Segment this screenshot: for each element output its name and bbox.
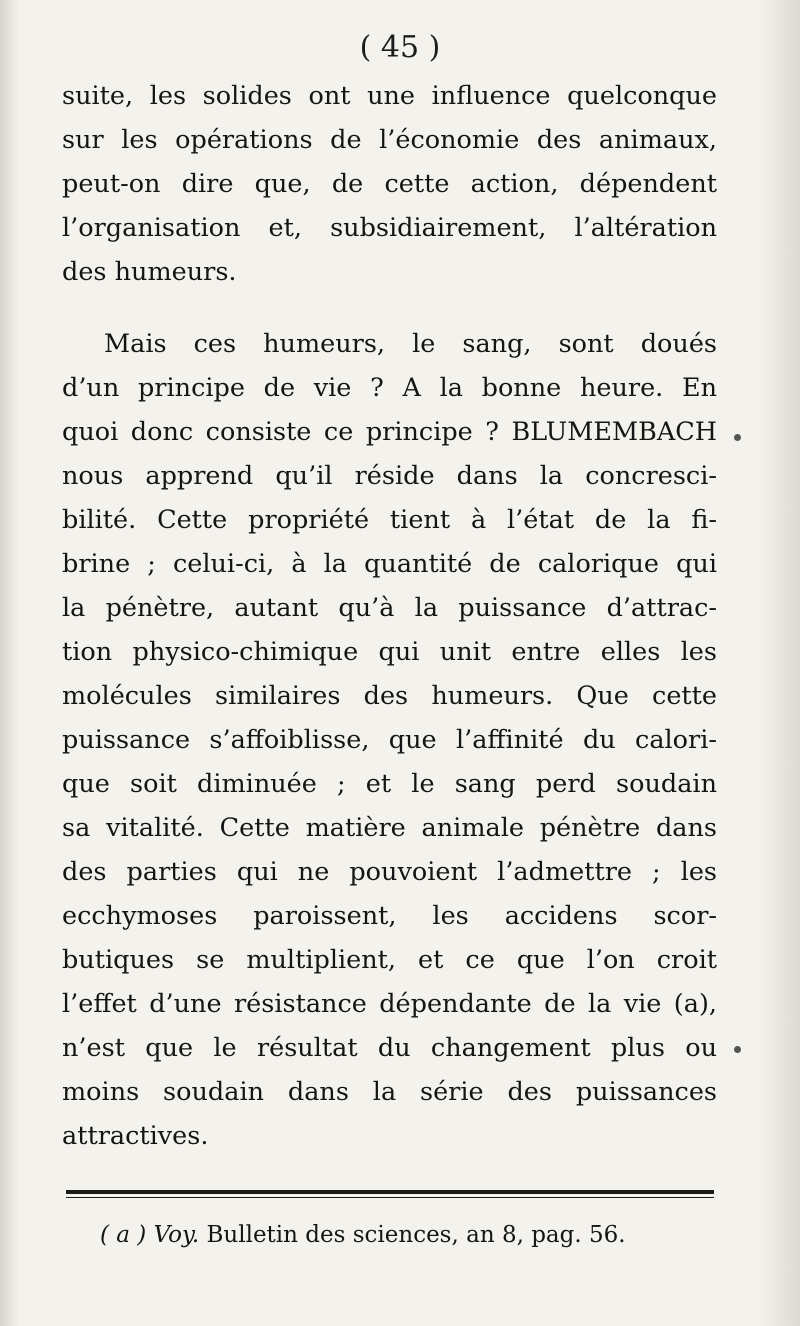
text-line: n’est que le résultat du changement plus ou	[62, 1033, 717, 1063]
body-text	[62, 74, 717, 1158]
footnote	[100, 1222, 626, 1248]
footnote-rule-thin	[66, 1197, 714, 1198]
text-line: bilité. Cette propriété tient à l’état de la fi-	[62, 505, 717, 535]
text-line: l’effet d’une résistance dépendante de la vie (a),	[62, 989, 717, 1019]
text-line: molécules similaires des humeurs. Que cette	[62, 681, 717, 711]
margin-ink-dot	[734, 1046, 741, 1053]
text-line: nous apprend qu’il réside dans la concresci-	[62, 461, 717, 491]
text-line: sa vitalité. Cette matière animale pénètre dans	[62, 813, 717, 843]
paragraph-gap	[62, 294, 717, 322]
text-line: la pénètre, autant qu’à la puissance d’attrac-	[62, 593, 717, 623]
footnote-abbr: Voy.	[153, 1222, 200, 1248]
text-line: ecchymoses paroissent, les accidens scor-	[62, 901, 717, 931]
text-line: moins soudain dans la série des puissances	[62, 1077, 717, 1107]
text-line: puissance s’affoiblisse, que l’affinité du calori-	[62, 725, 717, 755]
page-number: ( 45 )	[359, 30, 441, 65]
text-line: brine ; celui-ci, à la quantité de calorique qui	[62, 549, 717, 579]
text-line: Mais ces humeurs, le sang, sont doués	[104, 329, 717, 359]
text-line: peut-on dire que, de cette action, dépendent	[62, 169, 717, 199]
text-line: sur les opérations de l’économie des animaux,	[62, 125, 717, 155]
footnote-marker: ( a )	[100, 1222, 147, 1248]
text-line: tion physico-chimique qui unit entre elles les	[62, 637, 717, 667]
text-line: quoi donc consiste ce principe ? BLUMEMBACH	[62, 417, 717, 447]
text-line: l’organisation et, subsidiairement, l’altération	[62, 213, 717, 243]
footnote-text: Bulletin des sciences, an 8, pag. 56.	[206, 1222, 626, 1248]
text-line: attractives.	[62, 1121, 209, 1151]
text-line: butiques se multiplient, et ce que l’on croit	[62, 945, 717, 975]
text-line: suite, les solides ont une influence quelconque	[62, 81, 717, 111]
margin-ink-dot	[734, 434, 741, 441]
text-line: des parties qui ne pouvoient l’admettre ; les	[62, 857, 717, 887]
text-line: des humeurs.	[62, 257, 237, 287]
text-line: d’un principe de vie ? A la bonne heure. En	[62, 373, 717, 403]
footnote-rule	[66, 1190, 714, 1194]
text-line: que soit diminuée ; et le sang perd soudain	[62, 769, 717, 799]
